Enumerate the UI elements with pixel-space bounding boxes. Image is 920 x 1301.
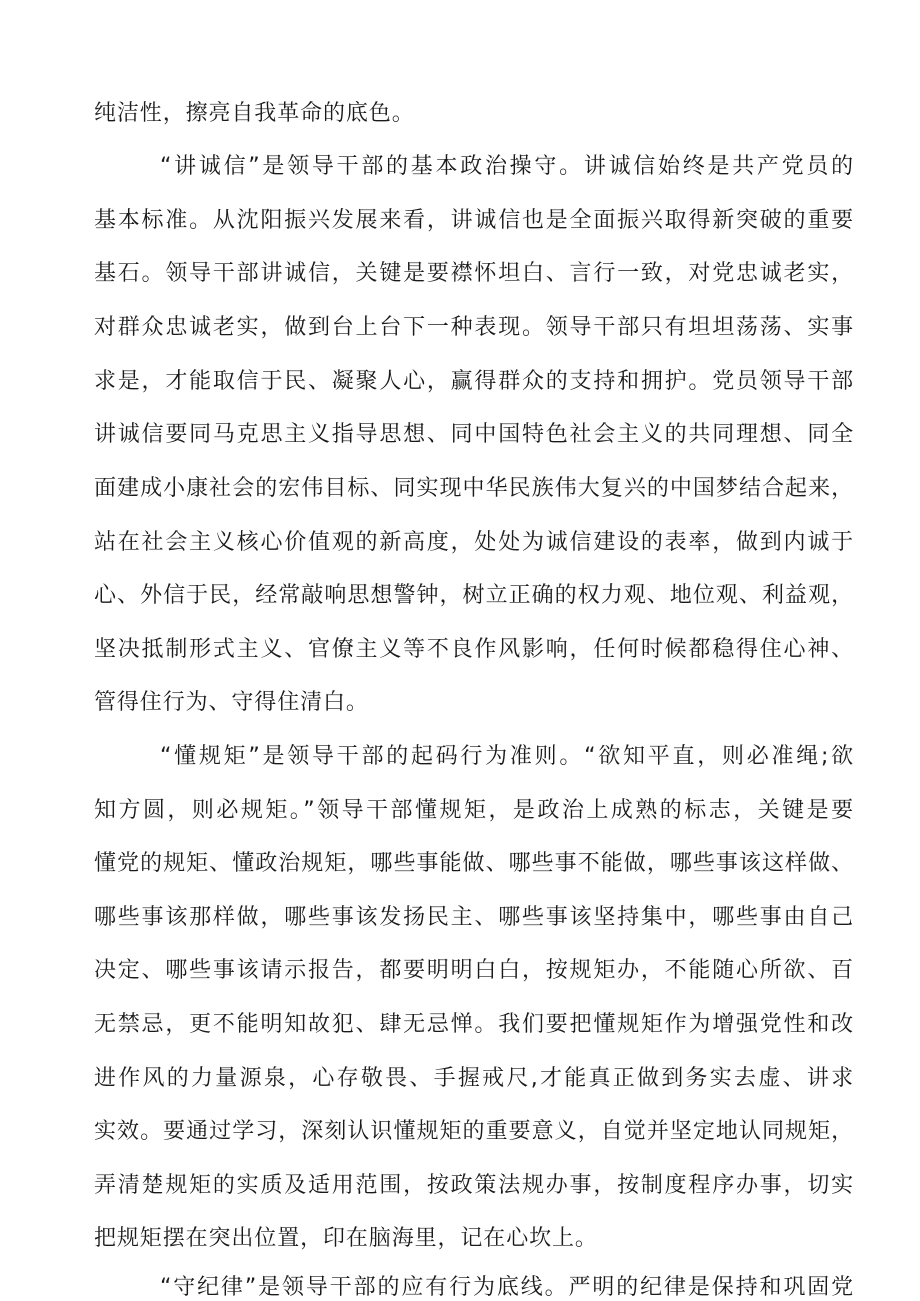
text-line: 管得住行为、守得住清白。 — [94, 690, 369, 715]
text-line: 决定、哪些事该请示报告，都要明明白白，按规矩办，不能随心所欲、百 — [94, 958, 854, 983]
text-line: 知方圆，则必规矩。”领导干部懂规矩，是政治上成熟的标志，关键是要 — [94, 798, 854, 823]
text-line: 求是，才能取信于民、凝聚人心，赢得群众的支持和拥护。党员领导干部 — [94, 369, 854, 394]
text-line: 基本标准。从沈阳振兴发展来看，讲诚信也是全面振兴取得新突破的重要 — [94, 208, 854, 233]
text-line: 基石。领导干部讲诚信，关键是要襟怀坦白、言行一致，对党忠诚老实， — [94, 261, 854, 286]
paragraph-start-line: “讲诚信”是领导干部的基本政治操守。讲诚信始终是共产党员的 — [160, 154, 854, 179]
text-line: 站在社会主义核心价值观的新高度，处处为诚信建设的表率，做到内诚于 — [94, 530, 854, 555]
text-line: 坚决抵制形式主义、官僚主义等不良作风影响，任何时候都稳得住心神、 — [94, 637, 854, 662]
text-line: 把规矩摆在突出位置，印在脑海里，记在心坎上。 — [94, 1226, 598, 1251]
text-line: 懂党的规矩、懂政治规矩，哪些事能做、哪些事不能做，哪些事该这样做、 — [94, 851, 854, 876]
text-line: 实效。要通过学习，深刻认识懂规矩的重要意义，自觉并坚定地认同规矩， — [94, 1119, 854, 1144]
text-line: 进作风的力量源泉，心存敬畏、手握戒尺,才能真正做到务实去虚、讲求 — [94, 1066, 854, 1091]
text-line: 纯洁性，擦亮自我革命的底色。 — [94, 101, 415, 126]
text-line: 哪些事该那样做，哪些事该发扬民主、哪些事该坚持集中，哪些事由自己 — [94, 905, 854, 930]
text-line: 弄清楚规矩的实质及适用范围，按政策法规办事，按制度程序办事，切实 — [94, 1173, 854, 1198]
text-line: 对群众忠诚老实，做到台上台下一种表现。领导干部只有坦坦荡荡、实事 — [94, 315, 854, 340]
text-line: 面建成小康社会的宏伟目标、同实现中华民族伟大复兴的中国梦结合起来， — [94, 476, 854, 501]
paragraph-start-line: “懂规矩”是领导干部的起码行为准则。“欲知平直，则必准绳;欲 — [160, 744, 854, 769]
text-line: 讲诚信要同马克思主义指导思想、同中国特色社会主义的共同理想、同全 — [94, 422, 854, 447]
paragraph-start-line: “守纪律”是领导干部的应有行为底线。严明的纪律是保持和巩固党 — [160, 1275, 854, 1300]
text-line: 无禁忌，更不能明知故犯、肆无忌惮。我们要把懂规矩作为增强党性和改 — [94, 1012, 854, 1037]
text-line: 心、外信于民，经常敲响思想警钟，树立正确的权力观、地位观、利益观， — [94, 583, 854, 608]
